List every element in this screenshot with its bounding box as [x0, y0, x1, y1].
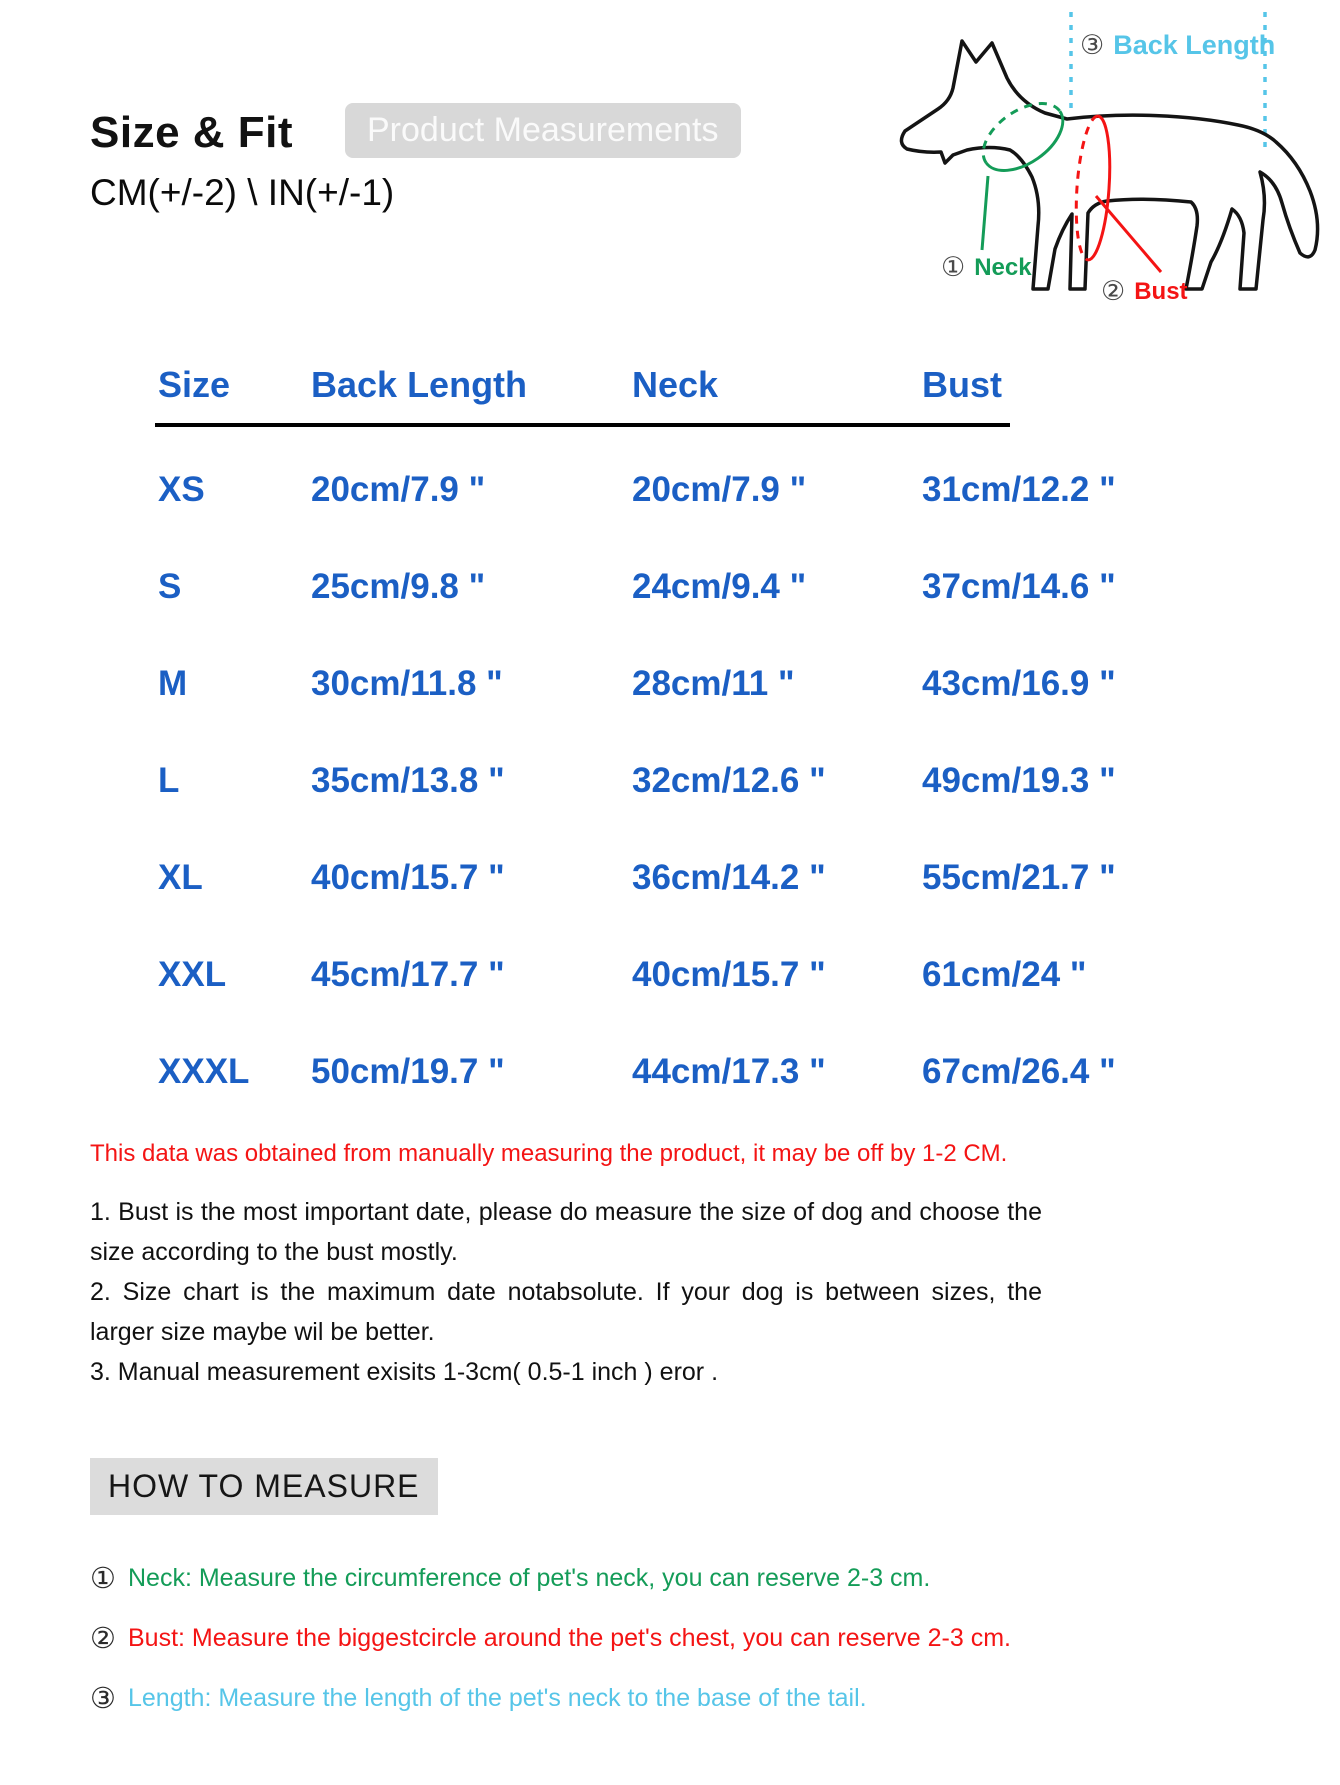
table-cell: 37cm/14.6 ": [922, 566, 1116, 606]
table-cell: 40cm/15.7 ": [632, 954, 826, 994]
note-item: 1. Bust is the most important date, please do measure the size of dog and choose the size according to the bust mostly.: [90, 1198, 1042, 1266]
step-text: Bust: Measure the biggestcircle around the pet's chest, you can reserve 2-3 cm.: [128, 1623, 1011, 1652]
tolerance-note: CM(+/-2) \ IN(+/-1): [90, 172, 395, 213]
table-header-cell: Size: [158, 364, 231, 405]
bust-label: ② Bust: [1101, 276, 1188, 306]
table-cell: 67cm/26.4 ": [922, 1051, 1116, 1091]
table-row: [158, 538, 1158, 635]
table-cell: 20cm/7.9 ": [632, 469, 807, 509]
circled-1-icon: ①: [941, 252, 966, 282]
table-cell: L: [158, 760, 180, 800]
table-cell: XL: [158, 857, 203, 897]
table-row: [158, 635, 1158, 732]
table-row: [158, 829, 1158, 926]
step-text: Neck: Measure the circumference of pet's neck, you can reserve 2-3 cm.: [128, 1563, 931, 1592]
page-title: Size & Fit: [90, 108, 294, 157]
note-item: 3. Manual measurement exisits 1-3cm( 0.5-1 inch ) eror .: [90, 1358, 719, 1386]
table-header-row: [158, 355, 1158, 415]
neck-measure-ellipse: [971, 90, 1075, 184]
table-cell: M: [158, 663, 188, 703]
circled-3-icon: ③: [1080, 30, 1105, 60]
product-measurements-badge: Product Measurements: [345, 103, 741, 158]
note-item: 2. Size chart is the maximum date notabsolute. If your dog is between sizes, the larger size maybe wil be better.: [90, 1278, 1042, 1346]
table-cell: 36cm/14.2 ": [632, 857, 826, 897]
size-table: [158, 355, 1158, 1120]
table-header-cell: Neck: [632, 364, 719, 405]
table-cell: XXXL: [158, 1051, 250, 1091]
table-header-cell: Back Length: [311, 364, 528, 405]
neck-label: ① Neck: [941, 252, 1032, 282]
bust-pointer-line: [1096, 196, 1161, 272]
neck-pointer-line: [982, 176, 988, 250]
table-header-cell: Bust: [922, 364, 1002, 405]
table-cell: 43cm/16.9 ": [922, 663, 1116, 703]
table-cell: 45cm/17.7 ": [311, 954, 505, 994]
table-header-rule: [155, 423, 1010, 427]
measure-step: [90, 1668, 1011, 1728]
table-body: [158, 441, 1158, 1120]
table-cell: S: [158, 566, 182, 606]
bust-measure-ellipse: [1072, 115, 1114, 261]
table-row: [158, 441, 1158, 538]
table-cell: XS: [158, 469, 205, 509]
table-cell: XXL: [158, 954, 227, 994]
step-number-icon: ②: [90, 1622, 116, 1655]
measure-step: [90, 1548, 1011, 1608]
table-cell: 44cm/17.3 ": [632, 1051, 826, 1091]
dog-measurement-diagram: [795, 0, 1340, 312]
table-row: [158, 732, 1158, 829]
table-cell: 31cm/12.2 ": [922, 469, 1116, 509]
step-number-icon: ①: [90, 1562, 116, 1595]
table-row: [158, 926, 1158, 1023]
back-length-label: ③ Back Length: [1080, 30, 1276, 60]
table-cell: 20cm/7.9 ": [311, 469, 486, 509]
table-cell: 40cm/15.7 ": [311, 857, 505, 897]
table-cell: 32cm/12.6 ": [632, 760, 826, 800]
table-cell: 25cm/9.8 ": [311, 566, 486, 606]
table-cell: 30cm/11.8 ": [311, 663, 503, 703]
circled-2-icon: ②: [1101, 276, 1126, 306]
table-row: [158, 1023, 1158, 1120]
step-number-icon: ③: [90, 1682, 116, 1715]
measure-steps: [90, 1548, 1011, 1728]
notes-list: [90, 1192, 1042, 1392]
table-cell: 50cm/19.7 ": [311, 1051, 505, 1091]
table-cell: 61cm/24 ": [922, 954, 1087, 994]
table-cell: 55cm/21.7 ": [922, 857, 1116, 897]
how-to-measure-title: HOW TO MEASURE: [90, 1458, 438, 1515]
measure-step: [90, 1608, 1011, 1668]
step-text: Length: Measure the length of the pet's neck to the base of the tail.: [128, 1683, 867, 1712]
table-cell: 35cm/13.8 ": [311, 760, 505, 800]
table-cell: 49cm/19.3 ": [922, 760, 1116, 800]
table-cell: 28cm/11 ": [632, 663, 795, 703]
measurement-warning: This data was obtained from manually measuring the product, it may be off by 1-2 CM.: [90, 1140, 1008, 1167]
table-cell: 24cm/9.4 ": [632, 566, 807, 606]
